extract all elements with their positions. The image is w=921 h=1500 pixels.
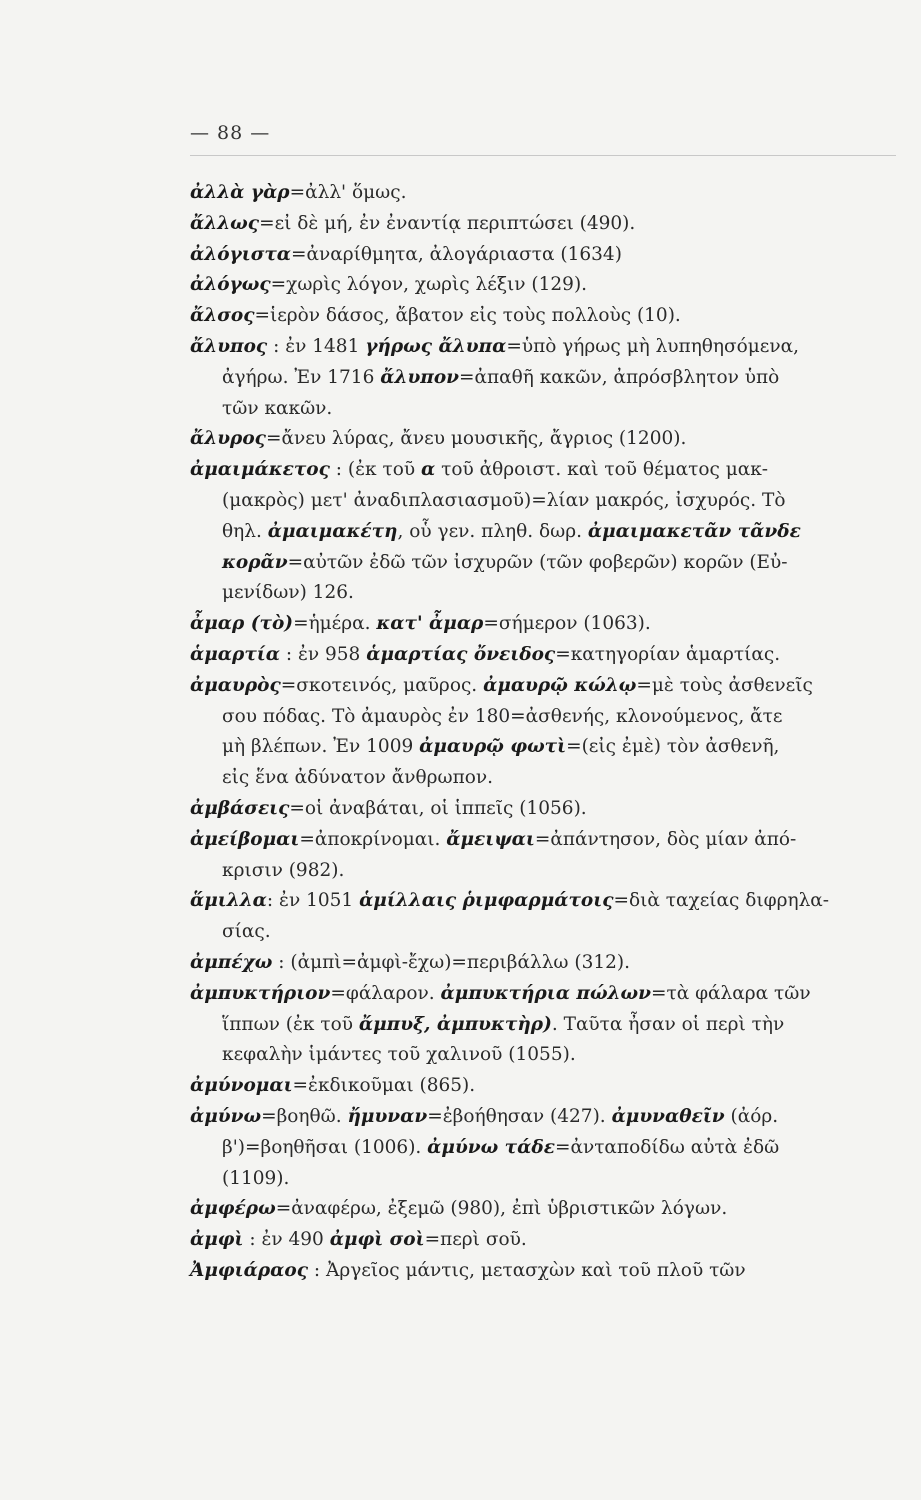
headword: ἀμπυκτήριον [190, 982, 331, 1004]
entry-line [190, 886, 896, 917]
definition-text: μενίδων) 126. [222, 582, 354, 604]
entry-line [190, 1194, 896, 1225]
definition-text: : ἐν 958 [279, 643, 367, 665]
headword: ἄλυπος [190, 335, 268, 357]
headword: ἀλλὰ γὰρ [190, 182, 290, 203]
definition-text: : ἐν 1051 [266, 890, 360, 912]
definition-text: μὴ βλέπων. Ἐν 1009 [222, 736, 420, 758]
definition-text: κεφαλὴν ἱμάντες τοῦ χαλινοῦ (1055). [222, 1044, 576, 1066]
entry-continuation-line [190, 702, 896, 733]
headword: ἀμύνομαι [190, 1075, 293, 1097]
definition-text: =(εἰς ἐμὲ) τὸν ἀσθενῆ, [566, 736, 780, 758]
entry-line [190, 424, 896, 455]
definition-text: =αὐτῶν ἐδῶ τῶν ἰσχυρῶν (τῶν φοβερῶν) κορῶν (Εὐ- [287, 551, 788, 573]
definition-text: : (ἀμπὶ=ἀμφὶ-ἔχω)=περιβάλλω (312). [272, 951, 631, 973]
definition-text: =περὶ σοῦ. [424, 1229, 527, 1251]
headword: κορᾶν [222, 551, 288, 573]
headword: ἁμαρτία [190, 643, 280, 665]
definition-text: =χωρὶς λόγον, χωρὶς λέξιν (129). [270, 274, 588, 296]
headword: ἀμβάσεις [190, 797, 290, 819]
headword: ἄμπυξ, ἀμπυκτὴρ) [358, 1013, 552, 1035]
headword: κατ' ἆμαρ [376, 613, 484, 635]
entry-line [190, 671, 896, 702]
headword: ἤμυναν [347, 1105, 428, 1127]
headword: ἀμαιμακετᾶν τᾶνδε [587, 520, 801, 542]
definition-text: =ἀλλ' ὅμως. [289, 182, 407, 203]
definition-text: =κατηγορίαν ἁμαρτίας. [555, 643, 781, 665]
definition-text: =ἀναρίθμητα, ἀλογάριαστα (1634) [291, 243, 622, 265]
definition-text: =ἀνταποδίδω αὐτὰ ἐδῶ [554, 1136, 780, 1158]
headword: α [421, 459, 436, 481]
definition-text: : ἐν 1481 [267, 335, 366, 357]
entry-line [190, 270, 896, 301]
headword: ἀμαιμακέτη [267, 520, 398, 542]
headword: ἀμύνω [190, 1105, 262, 1127]
headword: ἁμαρτίας ὄνειδος [366, 643, 556, 665]
headword: ἀμφέρω [190, 1198, 276, 1220]
entry-continuation-line [190, 763, 896, 794]
definition-text: . Ταῦτα ἦσαν οἱ περὶ τὴν [551, 1013, 785, 1035]
headword: ἀμπυκτήρια πώλων [440, 982, 651, 1004]
definition-text: =σήμερον (1063). [483, 613, 651, 635]
headword: ἄλυρος [190, 428, 266, 450]
definition-text: σίας. [222, 921, 271, 943]
definition-text: =ἱερὸν δάσος, ἄβατον εἰς τοὺς πολλοὺς (10). [254, 305, 681, 327]
headword: ἅμιλλα [190, 890, 267, 912]
headword: ἀλόγως [190, 274, 271, 296]
headword: ἀμυναθεῖν [611, 1105, 725, 1127]
entry-continuation-line [190, 363, 896, 394]
entry-line [190, 825, 896, 856]
entry-continuation-line [190, 548, 896, 579]
definition-text: =ὑπὸ γήρως μὴ λυπηθησόμενα, [506, 335, 800, 357]
entry-line [190, 609, 896, 640]
definition-text: =βοηθῶ. [261, 1105, 348, 1127]
definition-text: (ἀόρ. [724, 1105, 779, 1127]
definition-text: =ἐβοήθησαν (427). [427, 1105, 612, 1127]
definition-text: τῶν κακῶν. [222, 397, 333, 419]
headword: ἄμειψαι [446, 828, 535, 850]
headword: ἆμαρ (τὸ) [190, 613, 294, 635]
definition-text: =ἀπάντησον, δὸς μίαν ἀπό- [534, 828, 797, 850]
definition-text: τοῦ ἀθροιστ. καὶ τοῦ θέματος μακ- [435, 459, 769, 481]
definition-text: β')=βοηθῆσαι (1006). [222, 1136, 428, 1158]
page-number: — 88 — [190, 122, 271, 144]
definition-text: =ἄνευ λύρας, ἄνευ μουσικῆς, ἄγριος (1200). [265, 428, 687, 450]
definition-text: κρισιν (982). [222, 859, 345, 881]
entry-line [190, 1225, 896, 1256]
definition-text: =ἀπαθῆ κακῶν, ἀπρόσβλητον ὑπὸ [459, 366, 780, 388]
entry-line [190, 948, 896, 979]
definition-text: ἵππων (ἐκ τοῦ [222, 1013, 359, 1035]
headword: ἀμύνω τάδε [427, 1136, 555, 1158]
definition-text: (μακρὸς) μετ' ἀναδιπλασιασμοῦ)=λίαν μακρός, ἰσχυρός. Τὸ [222, 489, 786, 511]
definition-text: =ἡμέρα. [293, 613, 377, 635]
headword: ἄλυπον [380, 366, 459, 388]
definition-text: =μὲ τοὺς ἀσθενεῖς [636, 674, 813, 696]
headword: ἀμφὶ σοὶ [329, 1229, 425, 1251]
headword: ἀμαυρῷ φωτὶ [419, 736, 567, 758]
entry-continuation-line [190, 1010, 896, 1041]
headword: ἄλσος [190, 305, 255, 327]
headword: ἀμαυρὸς [190, 674, 281, 696]
definition-text: =διὰ ταχείας διφρηλα- [613, 890, 830, 912]
entry-line [190, 1256, 896, 1287]
headword: ἀμείβομαι [190, 828, 300, 850]
definition-text: =ἀναφέρω, ἐξεμῶ (980), ἐπὶ ὑβριστικῶν λόγων. [275, 1198, 728, 1220]
header-rule [190, 155, 896, 156]
entry-line [190, 794, 896, 825]
entry-line [190, 1102, 896, 1133]
definition-text: : Ἀργεῖος μάντις, μετασχὼν καὶ τοῦ πλοῦ τῶν [307, 1259, 746, 1281]
definition-text: εἰς ἕνα ἀδύνατον ἄνθρωπον. [222, 767, 494, 789]
headword: ἄλλως [190, 212, 260, 234]
entry-continuation-line [190, 732, 896, 763]
entry-continuation-line [190, 1040, 896, 1071]
definition-text: , οὗ γεν. πληθ. δωρ. [397, 520, 588, 542]
entry-continuation-line [190, 856, 896, 887]
entry-continuation-line [190, 1133, 896, 1164]
definition-text: σου πόδας. Τὸ ἀμαυρὸς ἐν 180=ἀσθενής, κλονούμενος, ἄτε [222, 705, 783, 727]
entry-line [190, 240, 896, 271]
definition-text: : ἐν 490 [243, 1229, 330, 1251]
entry-line [190, 1071, 896, 1102]
entry-line [190, 640, 896, 671]
entry-line [190, 455, 896, 486]
headword: ἀλόγιστα [190, 243, 292, 265]
definition-text: =οἱ ἀναβάται, οἱ ἱππεῖς (1056). [289, 797, 587, 819]
definition-text: : (ἐκ τοῦ [329, 459, 421, 481]
definition-text: ἀγήρω. Ἐν 1716 [222, 366, 381, 388]
entry-continuation-line [190, 394, 896, 425]
entry-line [190, 209, 896, 240]
headword: ἀμαιμάκετος [190, 459, 330, 481]
entry-continuation-line [190, 486, 896, 517]
headword: γήρως ἄλυπα [365, 335, 507, 357]
definition-text: =τὰ φάλαρα τῶν [650, 982, 811, 1004]
entry-line [190, 178, 896, 209]
entry-continuation-line [190, 578, 896, 609]
dictionary-body [190, 178, 896, 1287]
entry-continuation-line [190, 517, 896, 548]
definition-text: (1109). [222, 1167, 290, 1189]
headword: ἀμαυρῷ κώλῳ [483, 674, 637, 696]
definition-text: =φάλαρον. [330, 982, 441, 1004]
definition-text: =ἐκδικοῦμαι (865). [292, 1075, 476, 1097]
entry-line [190, 332, 896, 363]
headword: Ἀμφιάραος [190, 1259, 308, 1281]
definition-text: =ἀποκρίνομαι. [299, 828, 447, 850]
headword: ἁμίλλαις ῥιμφαρμάτοις [359, 890, 614, 912]
headword: ἀμπέχω [190, 951, 273, 973]
definition-text: θηλ. [222, 520, 268, 542]
entry-continuation-line [190, 917, 896, 948]
entry-continuation-line [190, 1164, 896, 1195]
entry-line [190, 979, 896, 1010]
definition-text: =εἰ δὲ μή, ἐν ἐναντίᾳ περιπτώσει (490). [259, 212, 636, 234]
headword: ἀμφὶ [190, 1229, 244, 1251]
entry-line [190, 301, 896, 332]
definition-text: =σκοτεινός, μαῦρος. [280, 674, 484, 696]
